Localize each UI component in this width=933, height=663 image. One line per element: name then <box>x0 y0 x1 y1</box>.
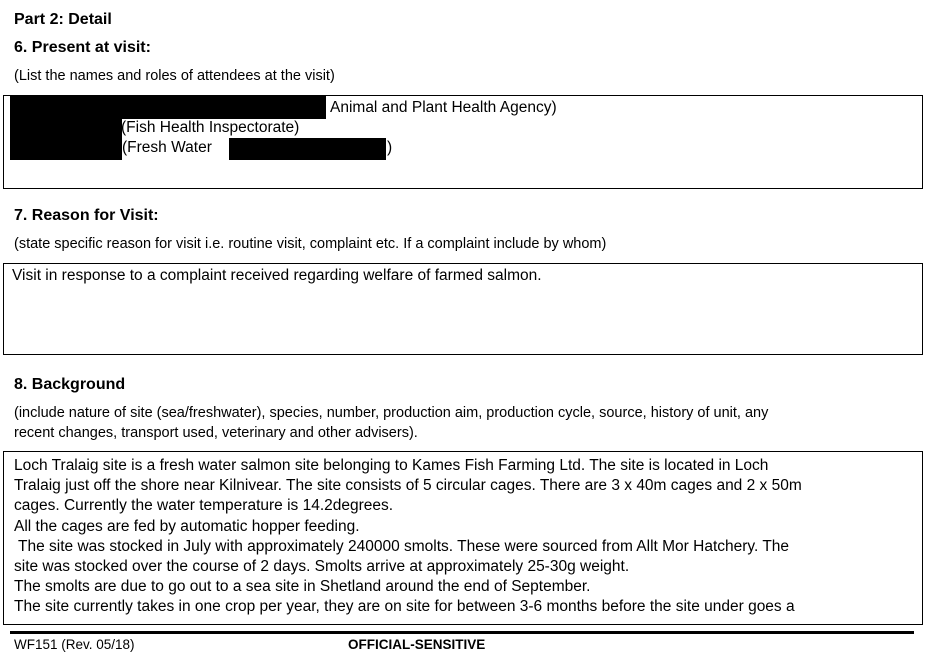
background-box[interactable] <box>3 451 923 625</box>
section7-heading: 7. Reason for Visit: <box>14 207 159 224</box>
attendees-box[interactable] <box>3 95 923 189</box>
redaction-block <box>229 138 386 160</box>
attendee-line2-role: (Fish Health Inspectorate) <box>121 119 300 136</box>
section6-heading: 6. Present at visit: <box>14 39 151 56</box>
section6-instruction: (List the names and roles of attendees at the visit) <box>14 68 335 84</box>
background-line: Tralaig just off the shore near Kilnivear. The site consists of 5 circular cages. There are 3 x 40m cages and 2 x 50m <box>14 477 802 495</box>
attendee-line1-suffix: Animal and Plant Health Agency) <box>330 99 557 116</box>
background-line: site was stocked over the course of 2 days. Smolts arrive at approximately 25-30g weight. <box>14 557 630 575</box>
section7-instruction: (state specific reason for visit i.e. routine visit, complaint etc. If a complaint include by whom) <box>14 236 607 252</box>
redaction-block <box>10 96 326 119</box>
attendee-line3-close: ) <box>387 139 393 156</box>
footer-rule <box>10 631 914 634</box>
part-title: Part 2: Detail <box>14 11 112 28</box>
background-line: Loch Tralaig site is a fresh water salmon site belonging to Kames Fish Farming Ltd. The site is located in Loch <box>14 457 769 474</box>
section8-instruction-line2: recent changes, transport used, veterinary and other advisers). <box>14 425 418 441</box>
reason-box[interactable] <box>3 263 923 355</box>
background-text <box>14 456 916 618</box>
background-line: The site was stocked in July with approximately 240000 smolts. These were sourced from Allt Mor Hatchery. The <box>14 537 790 555</box>
background-line: cages. Currently the water temperature is 14.2degrees. <box>14 497 394 515</box>
background-line: All the cages are fed by automatic hopper feeding. <box>14 517 360 535</box>
background-line: The site currently takes in one crop per year, they are on site for between 3-6 months before the site under goes a <box>14 598 795 616</box>
background-line: The smolts are due to go out to a sea site in Shetland around the end of September. <box>14 578 591 596</box>
attendee-line3-role: (Fresh Water <box>122 139 212 156</box>
section8-instruction-line1: (include nature of site (sea/freshwater), species, number, production aim, production cycle, source, history of unit, any <box>14 405 769 421</box>
form-reference: WF151 (Rev. 05/18) <box>14 637 135 652</box>
classification-label: OFFICIAL-SENSITIVE <box>348 637 486 652</box>
reason-text: Visit in response to a complaint received regarding welfare of farmed salmon. <box>12 267 542 284</box>
section8-heading: 8. Background <box>14 376 126 393</box>
redaction-block <box>10 117 122 160</box>
